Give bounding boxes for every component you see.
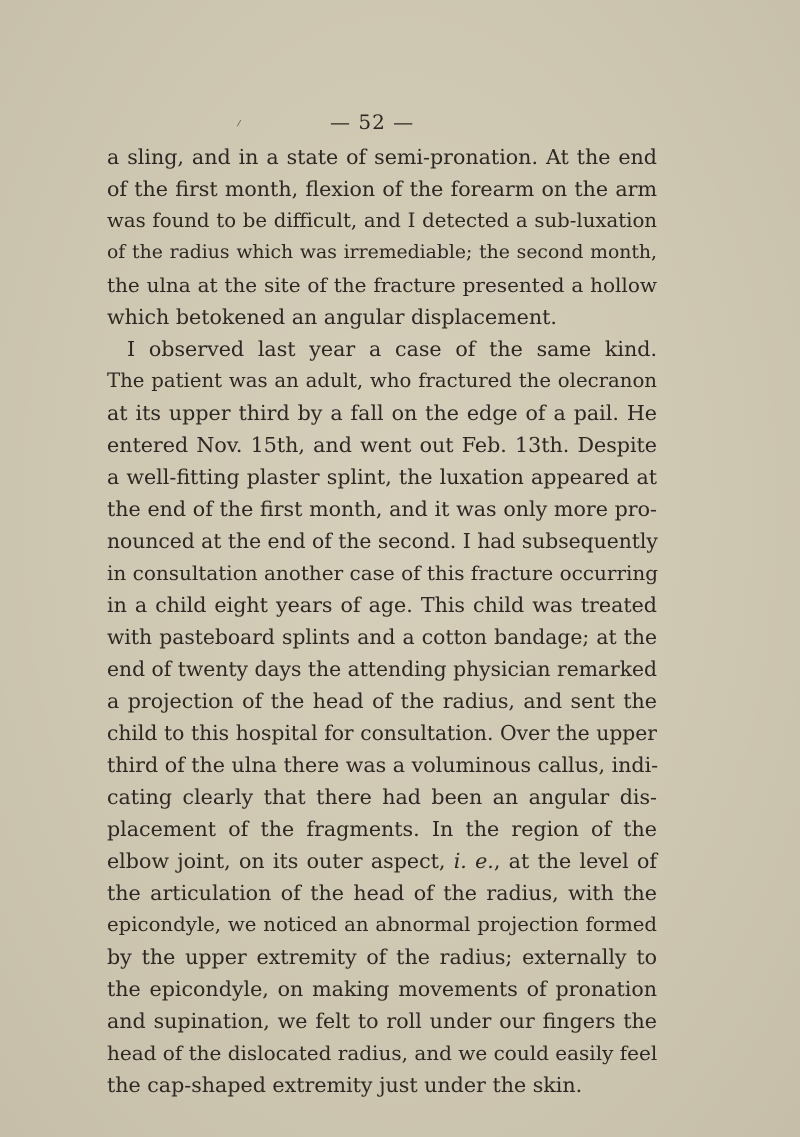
text-line: third of the ulna there was a voluminous callus, indi- xyxy=(107,753,659,777)
stray-ink-mark: ⸍ xyxy=(233,116,246,136)
text-line: the articulation of the head of the radius, with the xyxy=(107,881,657,905)
text-line: of the radius which was irremediable; the second month, xyxy=(107,242,657,263)
text-line: and supination, we felt to roll under our fingers the xyxy=(107,1009,657,1033)
page-number: — 52 — xyxy=(330,110,415,134)
text-line: placement of the fragments. In the region of the xyxy=(107,817,657,841)
text-line: The patient was an adult, who fractured the olecranon xyxy=(107,369,657,392)
text-line: the cap-shaped extremity just under the skin. xyxy=(107,1073,583,1097)
text-line: epicondyle, we noticed an abnormal projection formed xyxy=(107,913,657,936)
text-line: by the upper extremity of the radius; externally to xyxy=(107,945,657,969)
text-line: a well-fitting plaster splint, the luxation appeared at xyxy=(107,465,657,489)
text-line: elbow joint, on its outer aspect, i. e., at the level of xyxy=(107,849,657,873)
text-line: a sling, and in a state of semi-pronation. At the end xyxy=(107,145,657,169)
text-line: at its upper third by a fall on the edge of a pail. He xyxy=(107,401,657,425)
text-line: nounced at the end of the second. I had subsequently xyxy=(107,529,658,553)
text-line: entered Nov. 15th, and went out Feb. 13th. Despite xyxy=(107,433,657,457)
text-line: with pasteboard splints and a cotton bandage; at the xyxy=(107,625,657,649)
text-line: the ulna at the site of the fracture presented a hollow xyxy=(107,273,657,297)
paragraph-start-line: I observed last year a case of the same kind. xyxy=(127,337,657,361)
text-line: end of twenty days the attending physician remarked xyxy=(107,657,657,681)
text-line: a projection of the head of the radius, and sent the xyxy=(107,689,657,713)
text-line: in consultation another case of this fracture occurring xyxy=(107,561,659,585)
text-line: the end of the first month, and it was only more pro- xyxy=(107,497,657,521)
text-line: head of the dislocated radius, and we could easily feel xyxy=(107,1041,658,1065)
text-line: cating clearly that there had been an angular dis- xyxy=(107,785,657,809)
text-line: child to this hospital for consultation. Over the upper xyxy=(107,721,657,745)
text-line: was found to be difficult, and I detected a sub-luxation xyxy=(107,209,657,232)
text-line: which betokened an angular displacement. xyxy=(107,305,557,329)
text-line: the epicondyle, on making movements of pronation xyxy=(107,977,657,1001)
text-line: in a child eight years of age. This child was treated xyxy=(107,593,657,617)
text-line: of the first month, flexion of the forearm on the arm xyxy=(107,177,657,201)
